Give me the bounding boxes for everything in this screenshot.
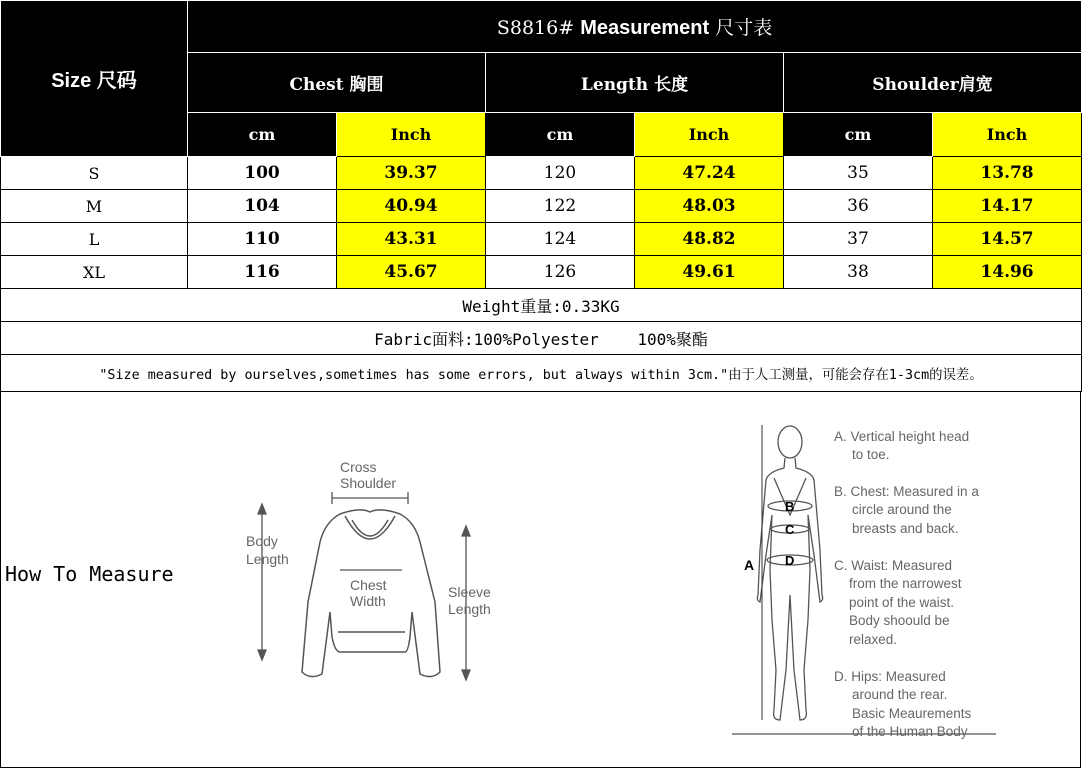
shoulder-inch-cell: 14.57 [933, 223, 1082, 256]
shoulder-unit-cm: cm [784, 113, 933, 157]
note-a-line-2: to toe. [852, 447, 890, 462]
size-cell: XL [1, 256, 188, 289]
sleeve-length-label-1: Sleeve [448, 584, 491, 600]
weight-row: Weight重量:0.33KG [1, 289, 1082, 322]
chest-width-label-2: Width [350, 593, 386, 609]
size-header: Size 尺码 [1, 1, 188, 157]
body-length-label-1: Body [246, 533, 278, 549]
note-c-line-3: point of the waist. [849, 595, 955, 610]
length-header: Length 长度 [486, 53, 784, 113]
chest-inch-cell: 40.94 [337, 190, 486, 223]
shoulder-cm-cell: 36 [784, 190, 933, 223]
sweater-icon [240, 452, 510, 692]
garment-diagram [240, 452, 510, 692]
measurement-note: "Size measured by ourselves,sometimes has some errors, but always within 3cm."由于人工测量，可能会存在1-3cm的误差。 [1, 355, 1082, 392]
note-c-line-1: C. Waist: Measured [834, 558, 953, 573]
chart-title [188, 1, 1082, 53]
chest-inch-cell: 43.31 [337, 223, 486, 256]
sleeve-length-label-2: Length [448, 601, 491, 617]
chest-cm-cell: 110 [188, 223, 337, 256]
length-inch-cell: 47.24 [635, 157, 784, 190]
length-cm-cell: 124 [486, 223, 635, 256]
body-letter-c: C [785, 522, 795, 537]
cross-shoulder-label-1: Cross [340, 459, 377, 475]
chest-inch-cell: 45.67 [337, 256, 486, 289]
fabric-row: Fabric面料:100%Polyester 100%聚酯 [1, 322, 1082, 355]
shoulder-cm-cell: 38 [784, 256, 933, 289]
chest-header: Chest 胸围 [188, 53, 486, 113]
shoulder-inch-cell: 13.78 [933, 157, 1082, 190]
chest-cm-cell: 104 [188, 190, 337, 223]
chest-unit-cm: cm [188, 113, 337, 157]
how-to-measure-label: How To Measure [5, 562, 174, 586]
body-letter-d: D [785, 553, 795, 568]
note-b-line-1: B. Chest: Measured in a [834, 484, 979, 499]
cross-shoulder-label-2: Shoulder [340, 475, 397, 491]
chest-cm-cell: 100 [188, 157, 337, 190]
length-inch-cell: 49.61 [635, 256, 784, 289]
body-measure-diagram [730, 420, 1030, 750]
length-cm-cell: 126 [486, 256, 635, 289]
table-row [1, 223, 1082, 256]
table-row [1, 157, 1082, 190]
size-cell: L [1, 223, 188, 256]
chest-width-label-1: Chest [350, 577, 387, 593]
title-cn: 尺寸表 [715, 17, 773, 39]
shoulder-cm-cell: 37 [784, 223, 933, 256]
size-cell: S [1, 157, 188, 190]
size-cell: M [1, 190, 188, 223]
note-b-line-3: breasts and back. [852, 521, 959, 536]
title-prefix: S8816# [496, 17, 575, 39]
chest-inch-cell: 39.37 [337, 157, 486, 190]
length-unit-cm: cm [486, 113, 635, 157]
note-b-line-2: circle around the [852, 502, 952, 517]
shoulder-inch-cell: 14.17 [933, 190, 1082, 223]
length-cm-cell: 120 [486, 157, 635, 190]
note-a-line-1: A. Vertical height head [834, 429, 970, 444]
length-cm-cell: 122 [486, 190, 635, 223]
table-row [1, 256, 1082, 289]
human-body-icon [730, 420, 1030, 750]
chest-cm-cell: 116 [188, 256, 337, 289]
body-letter-a: A [744, 557, 755, 573]
note-c-line-2: from the narrowest [849, 576, 962, 591]
note-d-line-4: of the Human Body [852, 724, 968, 739]
shoulder-inch-cell: 14.96 [933, 256, 1082, 289]
note-c-line-4: Body shoould be [849, 613, 950, 628]
shoulder-header: Shoulder肩宽 [784, 53, 1082, 113]
how-to-measure-section [0, 392, 1081, 768]
body-length-label-2: Length [246, 551, 289, 567]
table-row [1, 190, 1082, 223]
note-d-line-2: around the rear. [852, 687, 948, 702]
length-unit-inch: Inch [635, 113, 784, 157]
note-c-line-5: relaxed. [849, 632, 898, 647]
title-main: Measurement [580, 17, 710, 39]
chest-unit-inch: Inch [337, 113, 486, 157]
note-d-line-3: Basic Meaurements [852, 706, 972, 721]
note-d-line-1: D. Hips: Measured [834, 669, 946, 684]
shoulder-cm-cell: 35 [784, 157, 933, 190]
length-inch-cell: 48.03 [635, 190, 784, 223]
body-letter-b: B [785, 499, 795, 514]
shoulder-unit-inch: Inch [933, 113, 1082, 157]
length-inch-cell: 48.82 [635, 223, 784, 256]
